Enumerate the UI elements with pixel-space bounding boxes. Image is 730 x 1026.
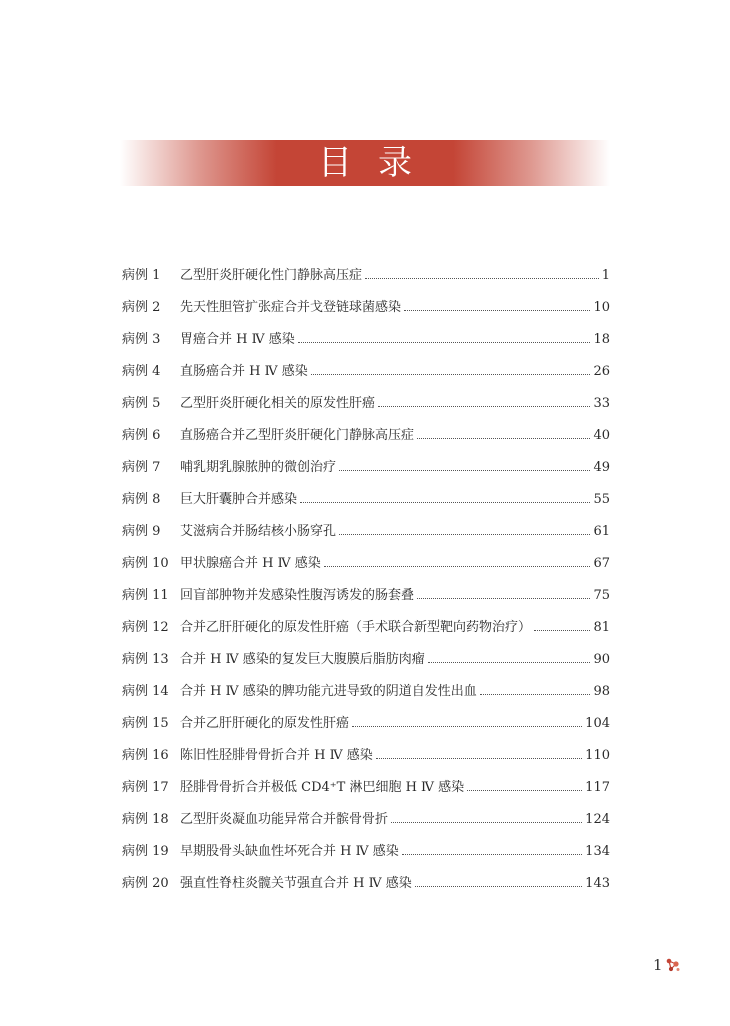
toc-entry[interactable] — [122, 872, 610, 904]
toc-dot-leader — [402, 853, 582, 855]
toc-entry[interactable] — [122, 648, 610, 680]
toc-entry-title: 巨大肝囊肿合并感染 — [180, 492, 298, 507]
toc-dot-leader — [311, 373, 591, 375]
toc-entry-page: 124 — [585, 812, 610, 827]
toc-entry-label: 病例 11 — [122, 588, 169, 603]
toc-entry-page: 110 — [585, 748, 610, 763]
toc-entry-label: 病例 17 — [122, 780, 169, 795]
toc-entry-page: 104 — [585, 716, 610, 731]
toc-entry-page: 98 — [593, 684, 610, 699]
toc-entry[interactable] — [122, 840, 610, 872]
toc-entry[interactable] — [122, 712, 610, 744]
toc-entry-title: 甲状腺癌合并 H Ⅳ 感染 — [180, 556, 321, 571]
toc-entry[interactable] — [122, 424, 610, 456]
toc-entry-label: 病例 1 — [122, 268, 161, 283]
toc-dot-leader — [300, 501, 590, 503]
toc-entry-page: 117 — [585, 780, 610, 795]
table-of-contents — [122, 264, 610, 904]
toc-entry-page: 81 — [593, 620, 610, 635]
toc-entry-label: 病例 13 — [122, 652, 169, 667]
toc-entry-title: 乙型肝炎肝硬化性门静脉高压症 — [180, 268, 363, 283]
toc-entry-label: 病例 15 — [122, 716, 169, 731]
toc-dot-leader — [415, 885, 582, 887]
toc-dot-leader — [339, 533, 590, 535]
toc-entry-page: 40 — [593, 428, 610, 443]
toc-entry-title: 合并 H Ⅳ 感染的复发巨大腹膜后脂肪肉瘤 — [180, 652, 425, 667]
toc-entry-label: 病例 6 — [122, 428, 161, 443]
page-number: 1 — [653, 956, 663, 974]
toc-dot-leader — [534, 629, 590, 631]
toc-entry-title: 合并乙肝肝硬化的原发性肝癌（手术联合新型靶向药物治疗） — [180, 620, 532, 635]
toc-entry-page: 10 — [593, 300, 610, 315]
toc-dot-leader — [365, 277, 599, 279]
toc-entry[interactable] — [122, 616, 610, 648]
toc-entry-label: 病例 7 — [122, 460, 161, 475]
toc-dot-leader — [467, 789, 582, 791]
toc-dot-leader — [376, 757, 582, 759]
toc-entry[interactable] — [122, 552, 610, 584]
toc-entry-page: 49 — [593, 460, 610, 475]
toc-entry-title: 乙型肝炎肝硬化相关的原发性肝癌 — [180, 396, 376, 411]
toc-entry-label: 病例 9 — [122, 524, 161, 539]
toc-entry-title: 早期股骨头缺血性坏死合并 H Ⅳ 感染 — [180, 844, 399, 859]
toc-entry[interactable] — [122, 680, 610, 712]
page-footer — [653, 956, 681, 974]
toc-entry-page: 61 — [593, 524, 610, 539]
toc-entry-label: 病例 4 — [122, 364, 161, 379]
toc-dot-leader — [298, 341, 591, 343]
toc-entry-page: 75 — [593, 588, 610, 603]
toc-dot-leader — [324, 565, 591, 567]
toc-entry-page: 67 — [593, 556, 610, 571]
toc-entry[interactable] — [122, 360, 610, 392]
toc-entry[interactable] — [122, 392, 610, 424]
toc-entry-label: 病例 19 — [122, 844, 169, 859]
toc-dot-leader — [339, 469, 590, 471]
toc-entry-label: 病例 2 — [122, 300, 161, 315]
toc-entry-page: 55 — [593, 492, 610, 507]
toc-entry-page: 26 — [593, 364, 610, 379]
toc-entry-title: 胫腓骨骨折合并极低 CD4⁺T 淋巴细胞 H Ⅳ 感染 — [180, 780, 465, 795]
toc-entry-label: 病例 5 — [122, 396, 161, 411]
toc-entry-page: 90 — [593, 652, 610, 667]
toc-entry-title: 先天性胆管扩张症合并戈登链球菌感染 — [180, 300, 402, 315]
toc-dot-leader — [391, 821, 582, 823]
toc-entry[interactable] — [122, 488, 610, 520]
toc-entry-title: 胃癌合并 H Ⅳ 感染 — [180, 332, 295, 347]
toc-entry-page: 1 — [601, 268, 610, 283]
toc-entry-label: 病例 10 — [122, 556, 169, 571]
toc-entry[interactable] — [122, 328, 610, 360]
toc-dot-leader — [428, 661, 591, 663]
toc-dot-leader — [404, 309, 590, 311]
toc-entry-label: 病例 8 — [122, 492, 161, 507]
toc-entry[interactable] — [122, 296, 610, 328]
toc-entry[interactable] — [122, 520, 610, 552]
toc-entry-title: 回盲部肿物并发感染性腹泻诱发的肠套叠 — [180, 588, 415, 603]
toc-entry-label: 病例 20 — [122, 876, 169, 891]
toc-entry-title: 哺乳期乳腺脓肿的微创治疗 — [180, 460, 337, 475]
toc-entry-label: 病例 16 — [122, 748, 169, 763]
toc-entry-label: 病例 3 — [122, 332, 161, 347]
toc-entry-title: 乙型肝炎凝血功能异常合并髌骨骨折 — [180, 812, 389, 827]
molecule-logo-icon — [665, 957, 681, 973]
toc-entry-title: 强直性脊柱炎髋关节强直合并 H Ⅳ 感染 — [180, 876, 412, 891]
toc-entry[interactable] — [122, 264, 610, 296]
toc-entry-page: 18 — [593, 332, 610, 347]
title-banner — [120, 140, 610, 186]
toc-entry-title: 直肠癌合并 H Ⅳ 感染 — [180, 364, 308, 379]
toc-dot-leader — [480, 693, 591, 695]
toc-entry-label: 病例 12 — [122, 620, 169, 635]
toc-entry-title: 陈旧性胫腓骨骨折合并 H Ⅳ 感染 — [180, 748, 373, 763]
toc-entry-page: 134 — [585, 844, 610, 859]
toc-entry[interactable] — [122, 456, 610, 488]
toc-entry-page: 143 — [585, 876, 610, 891]
toc-entry-label: 病例 14 — [122, 684, 169, 699]
page-title: 目录 — [318, 143, 438, 183]
toc-entry[interactable] — [122, 744, 610, 776]
toc-entry-title: 直肠癌合并乙型肝炎肝硬化门静脉高压症 — [180, 428, 415, 443]
toc-entry-title: 合并 H Ⅳ 感染的脾功能亢进导致的阴道自发性出血 — [180, 684, 477, 699]
toc-entry[interactable] — [122, 584, 610, 616]
toc-dot-leader — [417, 597, 590, 599]
toc-entry-title: 合并乙肝肝硬化的原发性肝癌 — [180, 716, 350, 731]
toc-entry-title: 艾滋病合并肠结核小肠穿孔 — [180, 524, 337, 539]
toc-dot-leader — [378, 405, 590, 407]
toc-entry-page: 33 — [593, 396, 610, 411]
toc-dot-leader — [417, 437, 590, 439]
toc-entry[interactable] — [122, 808, 610, 840]
toc-dot-leader — [352, 725, 582, 727]
toc-entry-label: 病例 18 — [122, 812, 169, 827]
toc-entry[interactable] — [122, 776, 610, 808]
